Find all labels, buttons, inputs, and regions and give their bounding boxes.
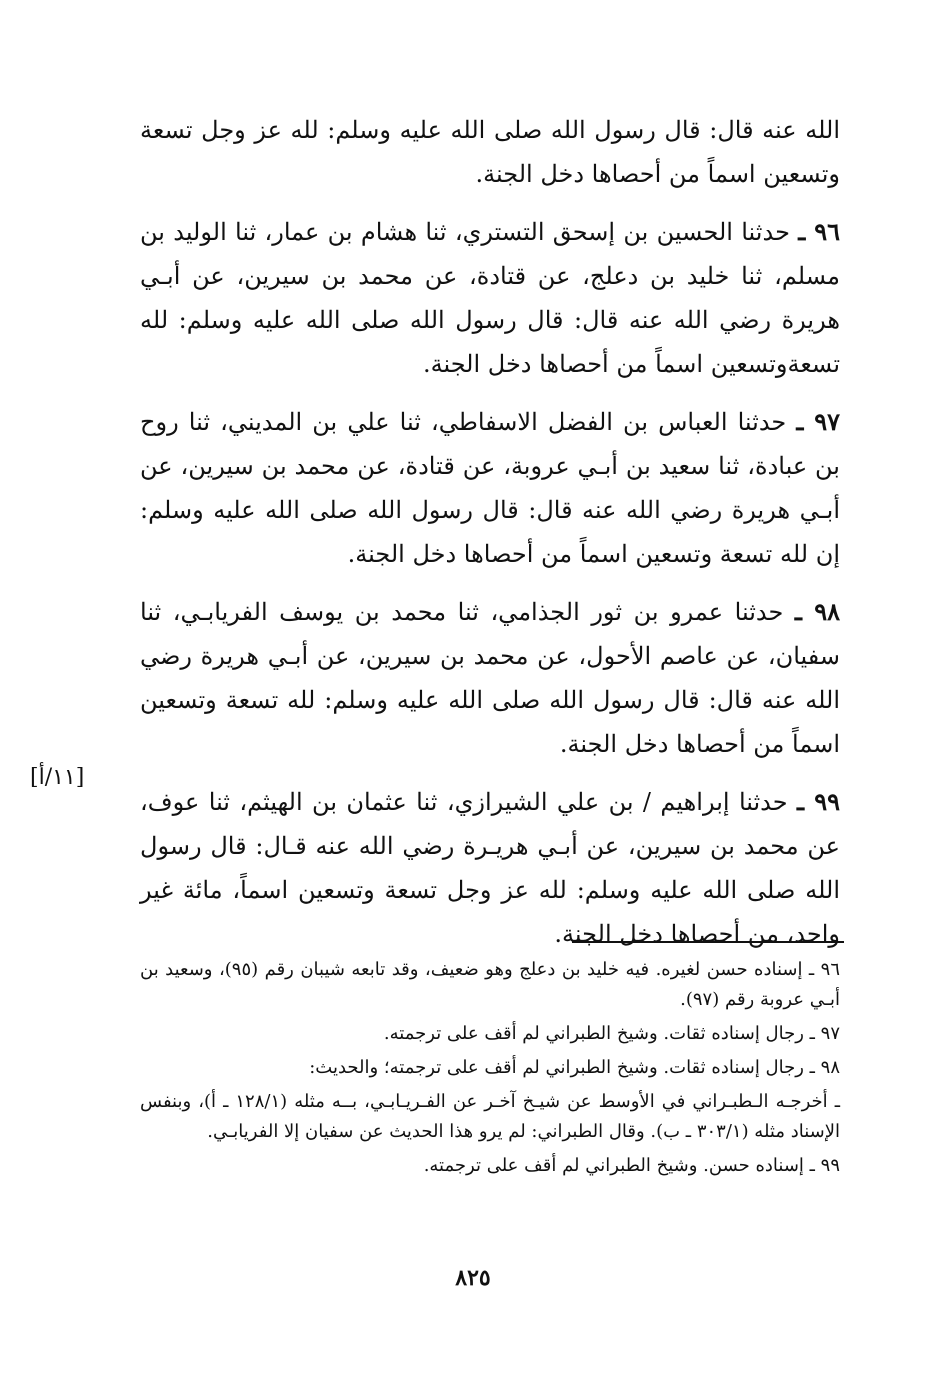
paragraph-continuation <box>140 108 840 196</box>
hadith-text: حدثنا الحسين بن إسحق التستري، ثنا هشام بن عمار، ثنا الوليد بن مسلم، ثنا خليد بن دعلج، عن قتادة، عن محمد بن سيرين، عن أبـي هريرة رضي الله عنه قال: قال رسول الله صلى الله عليه وسلم: لله تسعةوتسعين اسماً من أحصاها دخل الجنة. <box>140 218 840 378</box>
footnote-97: ٩٧ ـ رجال إسناده ثقات. وشيخ الطبراني لم أقف على ترجمته. <box>383 1023 840 1044</box>
hadith-number: ٩٧ ـ <box>796 407 840 436</box>
page-number: ٨٢٥ <box>455 1265 491 1291</box>
paragraph-text: الله عنه قال: قال رسول الله صلى الله عليه وسلم: لله عز وجل تسعة وتسعين اسماً من أحصاها دخل الجنة. <box>140 116 841 188</box>
footnote-99: ٩٩ ـ إسناده حسن. وشيخ الطبراني لم أقف على ترجمته. <box>423 1155 840 1176</box>
hadith-text: حدثنا إبراهيم / بن علي الشيرازي، ثنا عثمان بن الهيثم، ثنا عوف، عن محمد بن سيرين، عن أبـي هريـرة رضي الله عنه قـال: قال رسول الله صلى الله عليه وسلم: لله عز وجل تسعة وتسعين اسماً، مائة غير واحد، من أحصاها دخل الجنة. <box>140 788 840 948</box>
footnote-98-detail: ـ أخرجـه الـطبـراني في الأوسط عن شيـخ آخـر عن الفـريـابـي، بــه مثله (١٢٨/١ ـ أ)، وبنفس الإسناد مثله (٣٠٣/١ ـ ب). وقال الطبراني: لم يرو هذا الحديث عن سفيان إلا الفريابـي. <box>140 1091 840 1142</box>
manuscript-folio-reference: [١١/أ] <box>30 765 85 790</box>
hadith-text: حدثنا عمرو بن ثور الجذامي، ثنا محمد بن يوسف الفريابـي، ثنا سفيان، عن عاصم الأحول، عن محمد بن سيرين، عن أبـي هريرة رضي الله عنه قال: قال رسول الله صلى الله عليه وسلم: لله تسعة وتسعين اسماً من أحصاها دخل الجنة. <box>140 598 840 758</box>
footnotes <box>140 955 840 1185</box>
hadith-97 <box>140 400 840 576</box>
hadith-number: ٩٨ ـ <box>794 597 840 626</box>
hadith-99 <box>140 780 840 956</box>
main-text <box>140 108 840 970</box>
footnote-98: ٩٨ ـ رجال إسناده ثقات. وشيخ الطبراني لم أقف على ترجمته؛ والحديث: <box>309 1057 840 1078</box>
footnote-96: ٩٦ ـ إسناده حسن لغيره. فيه خليد بن دعلج وهو ضعيف، وقد تابعه شيبان رقم (٩٥)، وسعيد بن أبـي عروبة رقم (٩٧). <box>140 959 841 1010</box>
hadith-text: حدثنا العباس بن الفضل الاسفاطي، ثنا علي بن المديني، ثنا روح بن عبادة، ثنا سعيد بن أبـي عروبة، عن قتادة، عن محمد بن سيرين، عن أبـي هريرة رضي الله عنه قال: قال رسول الله صلى الله عليه وسلم: إن لله تسعة وتسعين اسماً من أحصاها دخل الجنة. <box>140 408 840 568</box>
hadith-number: ٩٩ ـ <box>797 787 840 816</box>
hadith-96 <box>140 210 840 386</box>
hadith-number: ٩٦ ـ <box>798 217 840 246</box>
hadith-98 <box>140 590 840 766</box>
footnote-separator <box>572 941 844 943</box>
